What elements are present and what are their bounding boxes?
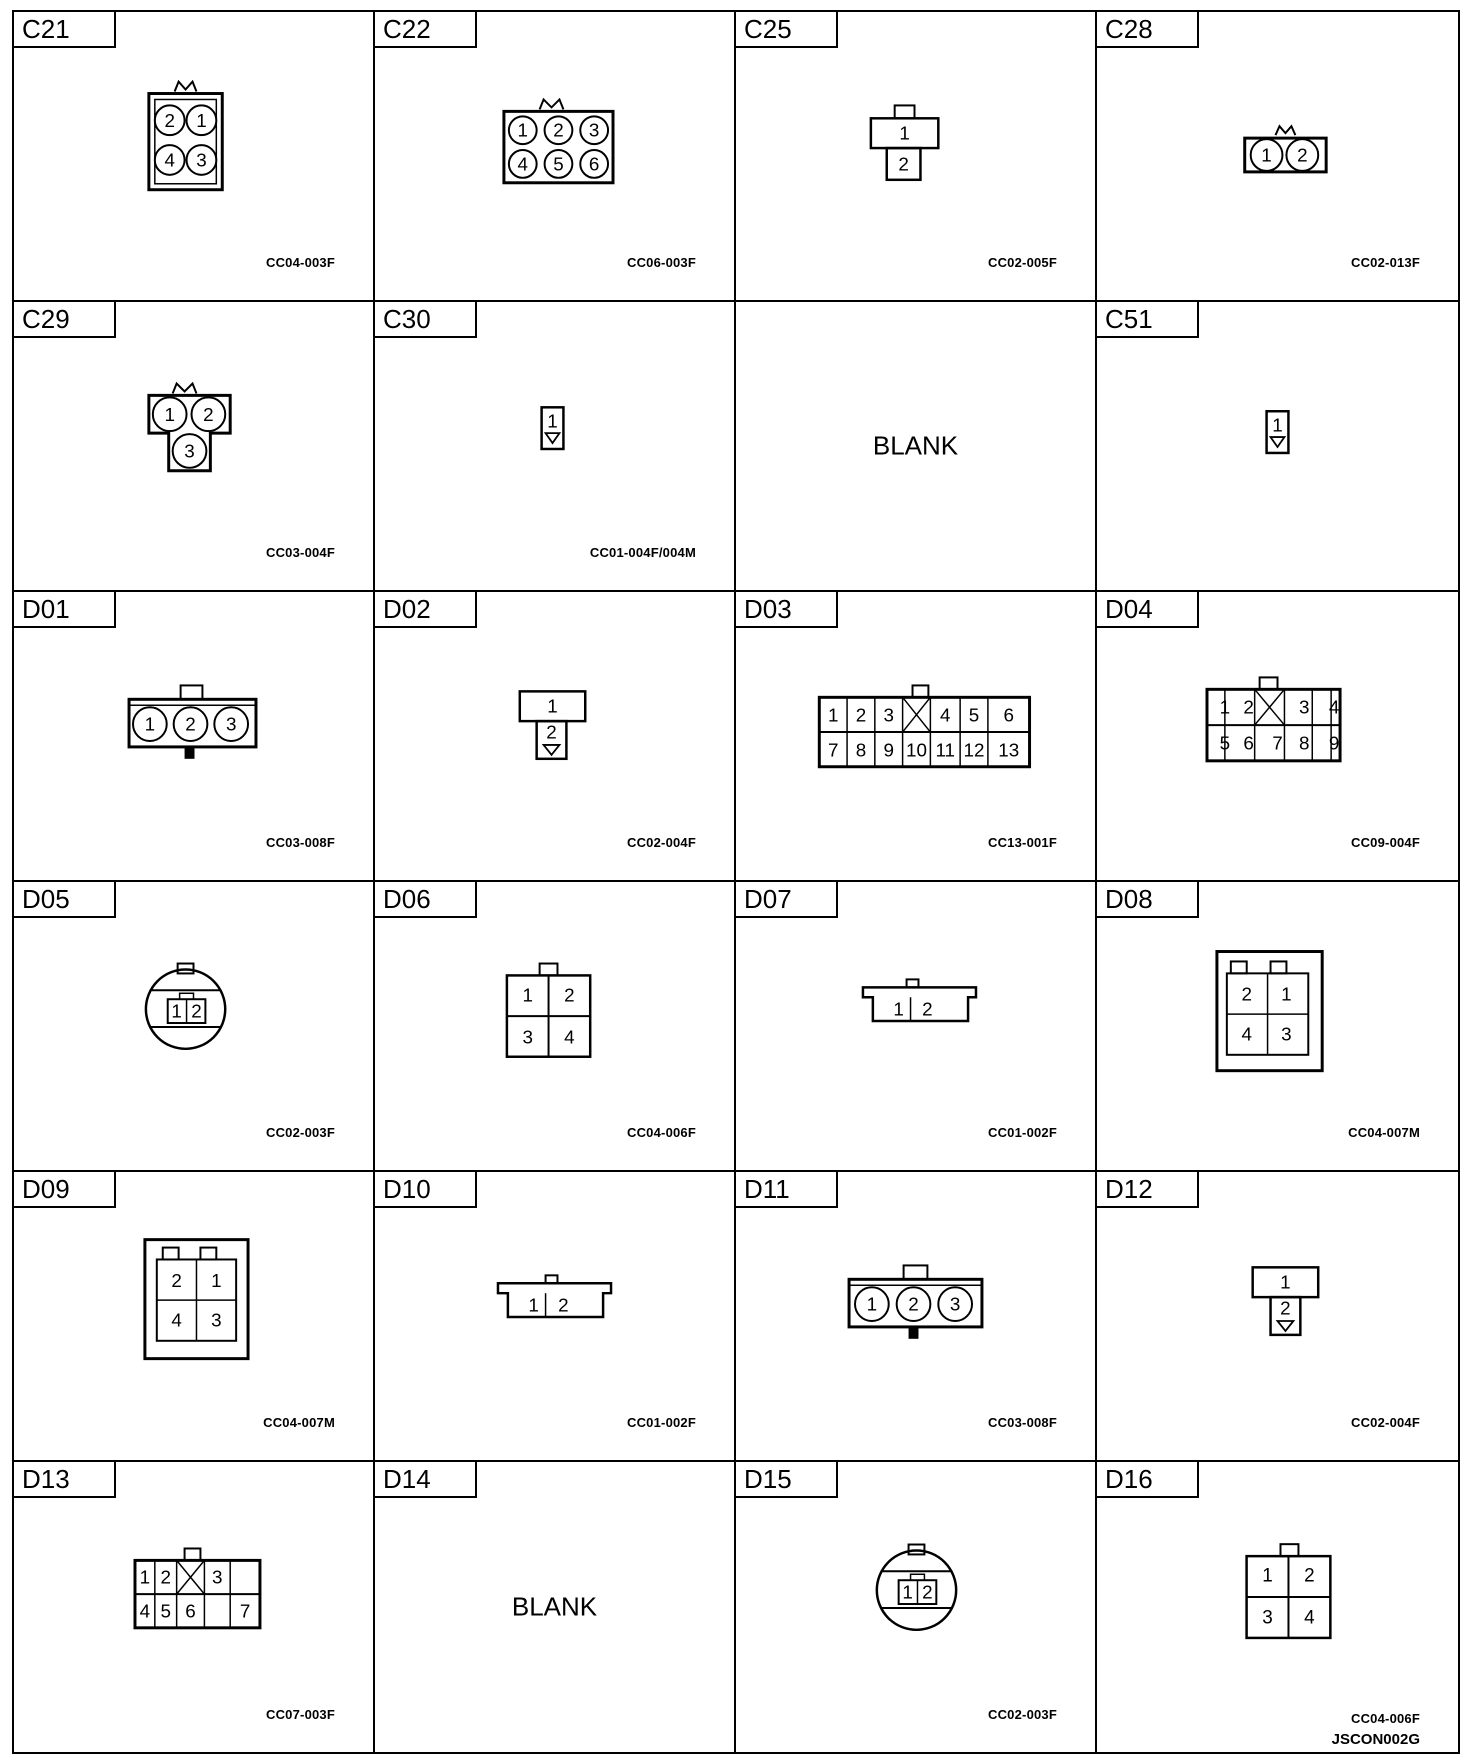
connector-code: CC06-003F bbox=[627, 255, 696, 270]
pin-label: 13 bbox=[998, 739, 1020, 761]
pin-label: 2 bbox=[1243, 696, 1254, 718]
pin-label: 2 bbox=[855, 704, 867, 726]
connector-cell-c30 bbox=[375, 302, 736, 592]
pin-label: 3 bbox=[522, 1026, 533, 1048]
pin-label: 4 bbox=[164, 149, 175, 171]
pin-label: 1 bbox=[1281, 983, 1292, 1005]
pin-label: 6 bbox=[1243, 732, 1254, 754]
pin-label: 3 bbox=[949, 1293, 961, 1315]
connector-label: C29 bbox=[14, 302, 116, 338]
pin-label: 3 bbox=[1299, 696, 1310, 718]
pin-label: 1 bbox=[1219, 696, 1231, 718]
pin-label: 12 bbox=[963, 739, 985, 761]
document-id: JSCON002G bbox=[1331, 1731, 1420, 1748]
connector-cell-d10 bbox=[375, 1172, 736, 1462]
connector-label: C21 bbox=[14, 12, 116, 48]
pin-label: 1 bbox=[1262, 1565, 1273, 1587]
pin-label: 7 bbox=[1272, 732, 1283, 754]
pin-label: 1 bbox=[139, 1566, 151, 1588]
pin-label: 1 bbox=[902, 1581, 913, 1603]
connector-c51-icon bbox=[1097, 302, 1458, 590]
connector-code: CC03-008F bbox=[266, 835, 335, 850]
blank-text: BLANK bbox=[872, 430, 959, 461]
pin-label: 2 bbox=[1304, 1565, 1315, 1587]
connector-code: CC01-002F bbox=[627, 1415, 696, 1430]
connector-code: CC02-004F bbox=[627, 835, 696, 850]
pin-label: 2 bbox=[160, 1566, 171, 1588]
pin-label: 1 bbox=[547, 410, 558, 432]
pin-label: 2 bbox=[546, 721, 557, 743]
connector-code: CC03-008F bbox=[988, 1415, 1057, 1430]
pin-label: 1 bbox=[1261, 144, 1272, 166]
connector-label: D16 bbox=[1097, 1462, 1199, 1498]
connector-cell-c29 bbox=[14, 302, 375, 592]
pin-label: 1 bbox=[164, 403, 175, 425]
pin-label: 2 bbox=[922, 998, 933, 1020]
connector-label: D07 bbox=[736, 882, 838, 918]
pin-label: 8 bbox=[1299, 732, 1310, 754]
connector-cell-d09 bbox=[14, 1172, 375, 1462]
pin-label: 6 bbox=[1003, 704, 1014, 726]
connector-label: D08 bbox=[1097, 882, 1199, 918]
pin-label: 2 bbox=[1241, 983, 1252, 1005]
connector-label: D11 bbox=[736, 1172, 838, 1208]
connector-label: D12 bbox=[1097, 1172, 1199, 1208]
pin-label: 7 bbox=[827, 739, 839, 761]
connector-d16-icon bbox=[1097, 1462, 1458, 1752]
connector-label: D01 bbox=[14, 592, 116, 628]
pin-label: 3 bbox=[212, 1566, 223, 1588]
connector-label: D10 bbox=[375, 1172, 477, 1208]
pin-label: 4 bbox=[171, 1309, 182, 1331]
pin-label: 6 bbox=[588, 153, 600, 175]
pin-label: 10 bbox=[906, 739, 927, 761]
pin-label: 4 bbox=[1328, 696, 1340, 718]
pin-label: 8 bbox=[855, 739, 867, 761]
connector-cell-d11 bbox=[736, 1172, 1097, 1462]
connector-label: D02 bbox=[375, 592, 477, 628]
pin-label: 2 bbox=[191, 1000, 202, 1022]
pin-label: 5 bbox=[1219, 732, 1231, 754]
connector-label: C25 bbox=[736, 12, 838, 48]
connector-label: D14 bbox=[375, 1462, 477, 1498]
connector-cell-d13 bbox=[14, 1462, 375, 1752]
pin-label: 2 bbox=[564, 984, 575, 1006]
connector-code: CC04-006F bbox=[1351, 1711, 1420, 1726]
connector-code: CC04-007M bbox=[1348, 1125, 1420, 1140]
connector-code: CC13-001F bbox=[988, 835, 1057, 850]
connector-cell-c28 bbox=[1097, 12, 1458, 302]
pin-label: 1 bbox=[171, 1000, 182, 1022]
pin-label: 2 bbox=[922, 1581, 933, 1603]
connector-code: CC02-003F bbox=[266, 1125, 335, 1140]
connector-cell-d05 bbox=[14, 882, 375, 1172]
connector-code: CC02-013F bbox=[1351, 255, 1420, 270]
connector-label: D03 bbox=[736, 592, 838, 628]
pin-label: 2 bbox=[185, 713, 196, 735]
pin-label: 5 bbox=[160, 1600, 171, 1622]
blank-text: BLANK bbox=[511, 1591, 598, 1622]
connector-code: CC04-003F bbox=[266, 255, 335, 270]
connector-cell-c21 bbox=[14, 12, 375, 302]
connector-cell-d03 bbox=[736, 592, 1097, 882]
pin-label: 1 bbox=[1280, 1271, 1291, 1293]
pin-label: 1 bbox=[528, 1294, 539, 1316]
connector-cell-d08 bbox=[1097, 882, 1458, 1172]
connector-cell-d06 bbox=[375, 882, 736, 1172]
connector-code: CC02-003F bbox=[988, 1707, 1057, 1722]
pin-label: 9 bbox=[1328, 732, 1340, 754]
pin-label: 3 bbox=[883, 704, 894, 726]
pin-label: 3 bbox=[1262, 1607, 1273, 1629]
connector-label: C28 bbox=[1097, 12, 1199, 48]
connector-code: CC01-002F bbox=[988, 1125, 1057, 1140]
connector-code: CC02-005F bbox=[988, 255, 1057, 270]
pin-label: 5 bbox=[968, 704, 980, 726]
pin-label: 7 bbox=[239, 1600, 251, 1622]
pin-label: 6 bbox=[185, 1600, 196, 1622]
connector-code: CC04-006F bbox=[627, 1125, 696, 1140]
pin-label: 1 bbox=[522, 984, 533, 1006]
pin-label: 4 bbox=[139, 1600, 151, 1622]
connector-label: C30 bbox=[375, 302, 477, 338]
pin-label: 3 bbox=[184, 440, 195, 462]
pin-label: 4 bbox=[1241, 1023, 1252, 1045]
pin-label: 1 bbox=[211, 1269, 222, 1291]
pin-label: 4 bbox=[1304, 1607, 1315, 1629]
connector-cell-d07 bbox=[736, 882, 1097, 1172]
connector-cell-c51 bbox=[1097, 302, 1458, 592]
pin-label: 1 bbox=[196, 109, 207, 131]
connector-label: D05 bbox=[14, 882, 116, 918]
pin-label: 2 bbox=[1280, 1297, 1291, 1319]
connector-cell-d12 bbox=[1097, 1172, 1458, 1462]
pin-label: 4 bbox=[517, 153, 529, 175]
connector-cell-d02 bbox=[375, 592, 736, 882]
connector-code: CC02-004F bbox=[1351, 1415, 1420, 1430]
pin-label: 1 bbox=[517, 119, 529, 141]
connector-label: D13 bbox=[14, 1462, 116, 1498]
connector-cell-d01 bbox=[14, 592, 375, 882]
pin-label: 1 bbox=[144, 713, 156, 735]
pin-label: 5 bbox=[553, 153, 564, 175]
connector-cell-c25 bbox=[736, 12, 1097, 302]
connector-cell-d16 bbox=[1097, 1462, 1458, 1752]
connector-cell-blank bbox=[736, 302, 1097, 592]
connector-grid bbox=[12, 10, 1460, 1754]
connector-cell-d04 bbox=[1097, 592, 1458, 882]
connector-cell-d15 bbox=[736, 1462, 1097, 1752]
pin-label: 2 bbox=[558, 1294, 569, 1316]
pin-label: 1 bbox=[899, 122, 910, 144]
pin-label: 1 bbox=[547, 695, 558, 717]
pin-label: 3 bbox=[196, 149, 207, 171]
pin-label: 4 bbox=[940, 704, 951, 726]
pin-label: 3 bbox=[1281, 1023, 1292, 1045]
pin-label: 1 bbox=[827, 704, 839, 726]
pin-label: 3 bbox=[225, 713, 237, 735]
connector-label: C51 bbox=[1097, 302, 1199, 338]
pin-label: 11 bbox=[935, 739, 956, 761]
pin-label: 3 bbox=[211, 1309, 222, 1331]
pin-label: 4 bbox=[564, 1026, 575, 1048]
connector-code: CC09-004F bbox=[1351, 835, 1420, 850]
connector-label: D15 bbox=[736, 1462, 838, 1498]
connector-label: C22 bbox=[375, 12, 477, 48]
pin-label: 2 bbox=[203, 403, 214, 425]
pin-label: 2 bbox=[898, 153, 909, 175]
connector-label: D06 bbox=[375, 882, 477, 918]
pin-label: 2 bbox=[171, 1269, 182, 1291]
connector-cell-d14 bbox=[375, 1462, 736, 1752]
pin-label: 3 bbox=[588, 119, 600, 141]
connector-cell-c22 bbox=[375, 12, 736, 302]
pin-label: 9 bbox=[883, 739, 894, 761]
pin-label: 2 bbox=[1297, 144, 1308, 166]
pin-label: 2 bbox=[908, 1293, 919, 1315]
pin-label: 1 bbox=[866, 1293, 878, 1315]
pin-label: 1 bbox=[893, 998, 904, 1020]
connector-code: CC04-007M bbox=[263, 1415, 335, 1430]
pin-label: 2 bbox=[553, 119, 564, 141]
pin-label: 2 bbox=[164, 109, 175, 131]
connector-code: CC07-003F bbox=[266, 1707, 335, 1722]
pin-label: 1 bbox=[1272, 414, 1283, 436]
connector-label: D04 bbox=[1097, 592, 1199, 628]
connector-code: CC03-004F bbox=[266, 545, 335, 560]
connector-label: D09 bbox=[14, 1172, 116, 1208]
connector-code: CC01-004F/004M bbox=[589, 545, 696, 560]
